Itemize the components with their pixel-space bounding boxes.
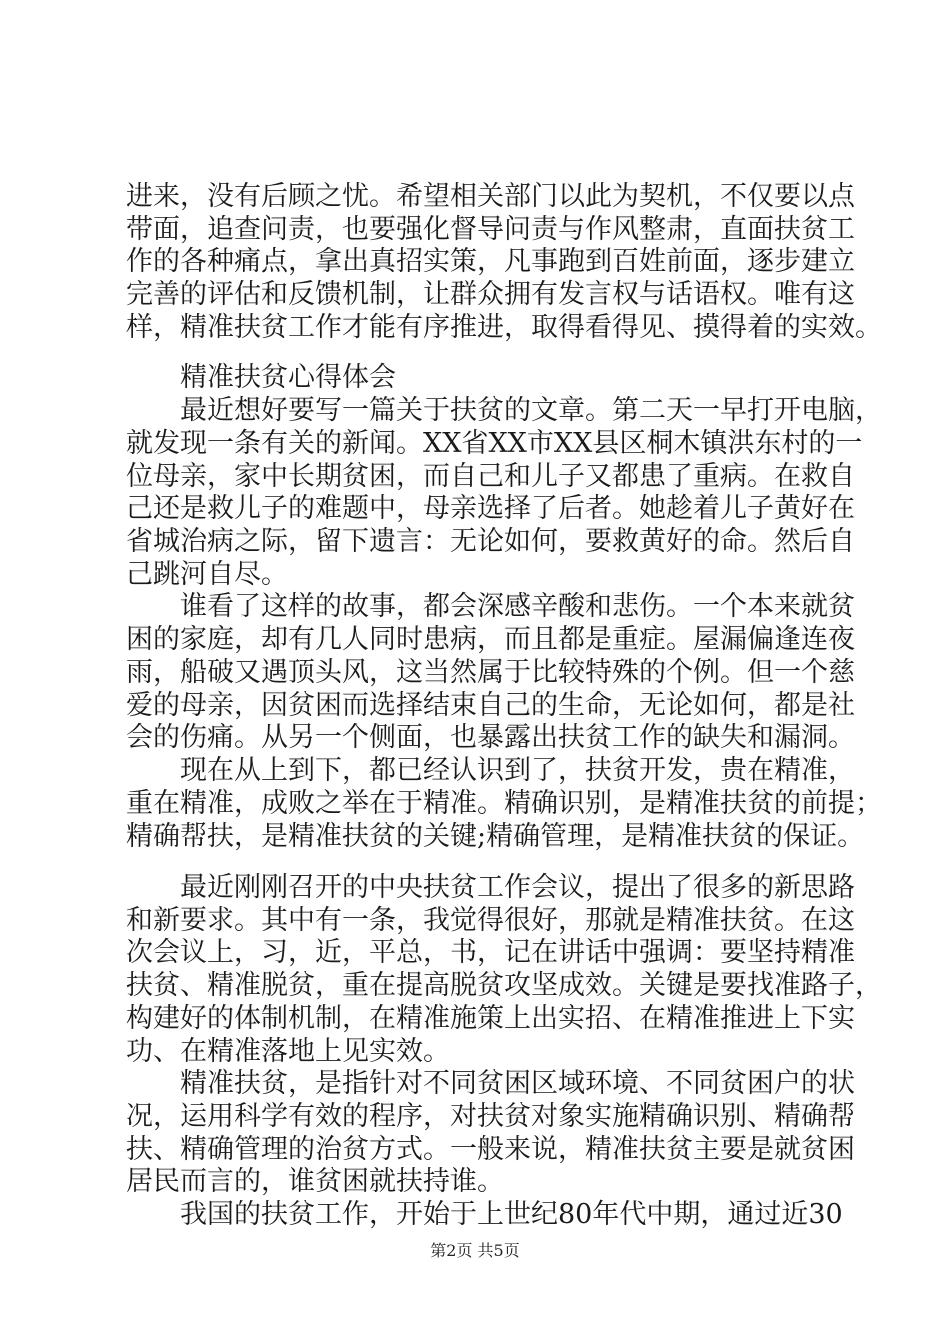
text-line: 谁看了这样的故事，都会深感辛酸和悲伤。一个本来就贫 bbox=[180, 591, 855, 622]
text-line: 进来，没有后顾之忧。希望相关部门以此为契机，不仅要以点 bbox=[126, 181, 855, 212]
text-line: 居民而言的，谁贫困就扶持谁。 bbox=[126, 1166, 504, 1197]
text-line: 位母亲，家中长期贫困，而自己和儿子又都患了重病。在救自 bbox=[126, 461, 855, 492]
text-line: 现在从上到下，都已经认识到了，扶贫开发，贵在精准， bbox=[180, 755, 855, 786]
text-line: 雨，船破又遇顶头风，这当然属于比较特殊的个例。但一个慈 bbox=[126, 657, 855, 688]
text-line: 完善的评估和反馈机制，让群众拥有发言权与话语权。唯有这 bbox=[126, 279, 855, 310]
page-number: 第2页 共5页 bbox=[430, 1241, 520, 1260]
text-line: 己跳河自尽。 bbox=[126, 559, 288, 590]
text-line: 最近想好要写一篇关于扶贫的文章。第二天一早打开电脑， bbox=[180, 395, 882, 426]
text-line: 扶、精确管理的治贫方式。一般来说，精准扶贫主要是就贫困 bbox=[126, 1134, 855, 1165]
text-line: 作的各种痛点，拿出真招实策，凡事跑到百姓前面，逐步建立 bbox=[126, 246, 855, 277]
text-line: 精准扶贫，是指针对不同贫困区域环境、不同贫困户的状 bbox=[180, 1068, 855, 1099]
text-line: 功、在精准落地上见实效。 bbox=[126, 1036, 450, 1067]
text-line: 重在精准，成败之举在于精准。精确识别，是精准扶贫的前提； bbox=[126, 788, 882, 819]
text-line: 爱的母亲，因贫困而选择结束自己的生命，无论如何，都是社 bbox=[126, 690, 855, 721]
text-line: 和新要求。其中有一条，我觉得很好，那就是精准扶贫。在这 bbox=[126, 905, 855, 936]
text-line: 带面，追查问责，也要强化督导问责与作风整肃，直面扶贫工 bbox=[126, 214, 855, 245]
text-line: 构建好的体制机制，在精准施策上出实招、在精准推进上下实 bbox=[126, 1003, 855, 1034]
section-heading: 精准扶贫心得体会 bbox=[180, 362, 396, 393]
text-line: 我国的扶贫工作，开始于上世纪80年代中期，通过近30 bbox=[180, 1199, 843, 1230]
text-line: 省城治病之际，留下遗言：无论如何，要救黄好的命。然后自 bbox=[126, 526, 855, 557]
text-line: 样，精准扶贫工作才能有序推进，取得看得见、摸得着的实效。 bbox=[126, 312, 882, 343]
text-line: 己还是救儿子的难题中，母亲选择了后者。她趁着儿子黄好在 bbox=[126, 493, 855, 524]
text-line: 会的伤痛。从另一个侧面，也暴露出扶贫工作的缺失和漏洞。 bbox=[126, 722, 855, 753]
text-line: 扶贫、精准脱贫，重在提高脱贫攻坚成效。关键是要找准路子， bbox=[126, 970, 882, 1001]
text-line: 困的家庭，却有几人同时患病，而且都是重症。屋漏偏逢连夜 bbox=[126, 624, 855, 655]
text-line: 就发现一条有关的新闻。XX省XX市XX县区桐木镇洪东村的一 bbox=[126, 428, 863, 459]
text-line: 况，运用科学有效的程序，对扶贫对象实施精确识别、精确帮 bbox=[126, 1101, 855, 1132]
text-line: 次会议上，习，近，平总，书，记在讲话中强调：要坚持精准 bbox=[126, 937, 855, 968]
text-line: 最近刚刚召开的中央扶贫工作会议，提出了很多的新思路 bbox=[180, 872, 855, 903]
text-line: 精确帮扶，是精准扶贫的关键;精确管理，是精准扶贫的保证。 bbox=[126, 821, 865, 852]
